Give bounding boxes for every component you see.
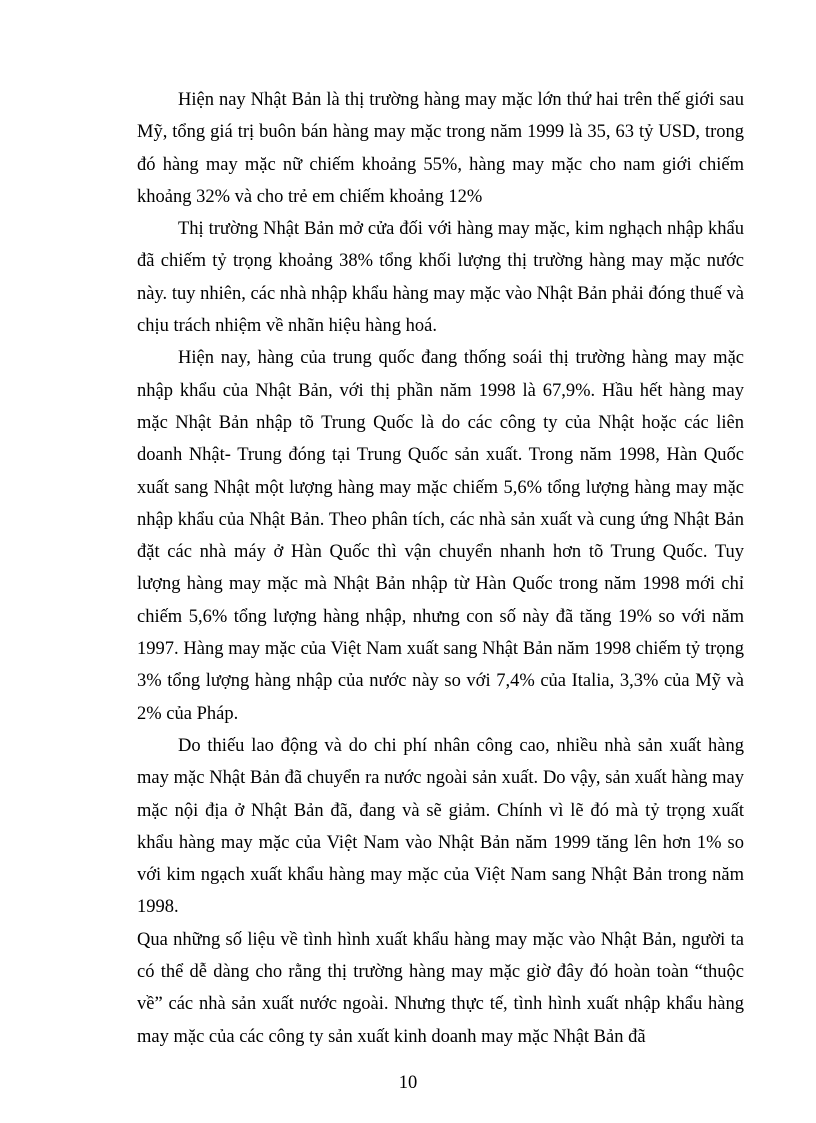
page-number: 10 bbox=[398, 1073, 418, 1093]
paragraph-market-openness: Thị trường Nhật Bản mở cửa đối với hàng may mặc, kim nghạch nhập khẩu đã chiếm tỷ trọng khoảng 38% tổng khối lượng thị trường hàng may mặc nước này. tuy nhiên, các nhà nhập khẩu hàng may mặc vào Nhật Bản phải đóng thuế và chịu trách nhiệm về nhãn hiệu hàng hoá. bbox=[137, 219, 744, 337]
paragraph-china-dominance: Hiện nay, hàng của trung quốc đang thống soái thị trường hàng may mặc nhập khẩu của Nhật Bản, với thị phần năm 1998 là 67,9%. Hầu hết hàng may mặc Nhật Bản nhập tõ Trung Quốc là do các công ty của Nhật hoặc các liên doanh Nhật- Trung đóng tại Trung Quốc sản xuất. Trong năm 1998, Hàn Quốc xuất sang Nhật một lượng hàng may mặc chiếm 5,6% tổng lượng hàng may mặc nhập khẩu của Nhật Bản. Theo phân tích, các nhà sản xuất và cung ứng Nhật Bản đặt các nhà máy ở Hàn Quốc thì vận chuyển nhanh hơn tõ Trung Quốc. Tuy lượng hàng may mặc mà Nhật Bản nhập từ Hàn Quốc trong năm 1998 mới chỉ chiếm 5,6% tổng lượng hàng nhập, nhưng con số này đã tăng 19% so với năm 1997. Hàng may mặc của Việt Nam xuất sang Nhật Bản năm 1998 chiếm tỷ trọng 3% tổng lượng hàng nhập của nước này so với 7,4% của Italia, 3,3% của Mỹ và 2% của Pháp. bbox=[137, 348, 744, 724]
body-text bbox=[137, 84, 744, 1053]
paragraph-labor-shortage: Do thiếu lao động và do chi phí nhân công cao, nhiều nhà sản xuất hàng may mặc Nhật Bản đã chuyển ra nước ngoài sản xuất. Do vậy, sản xuất hàng may mặc nội địa ở Nhật Bản đã, đang và sẽ giảm. Chính vì lẽ đó mà tỷ trọng xuất khẩu hàng may mặc của Việt Nam vào Nhật Bản năm 1999 tăng lên hơn 1% so với kim ngạch xuất khẩu hàng may mặc của Việt Nam sang Nhật Bản trong năm 1998. bbox=[137, 735, 744, 918]
paragraph-conclusion: Qua những số liệu về tình hình xuất khẩu hàng may mặc vào Nhật Bản, người ta có thể dễ dàng cho rằng thị trường hàng may mặc giờ đây đó hoàn toàn “thuộc về” các nhà sản xuất nước ngoài. Nhưng thực tế, tình hình xuất nhập khẩu hàng may mặc của các công ty sản xuất kinh doanh may mặc Nhật Bản đã bbox=[137, 929, 744, 1047]
paragraph-market-size: Hiện nay Nhật Bản là thị trường hàng may mặc lớn thứ hai trên thế giới sau Mỹ, tổng giá trị buôn bán hàng may mặc trong năm 1999 là 35, 63 tỷ USD, trong đó hàng may mặc nữ chiếm khoảng 55%, hàng may mặc cho nam giới chiếm khoảng 32% và cho trẻ em chiếm khoảng 12% bbox=[137, 90, 744, 207]
